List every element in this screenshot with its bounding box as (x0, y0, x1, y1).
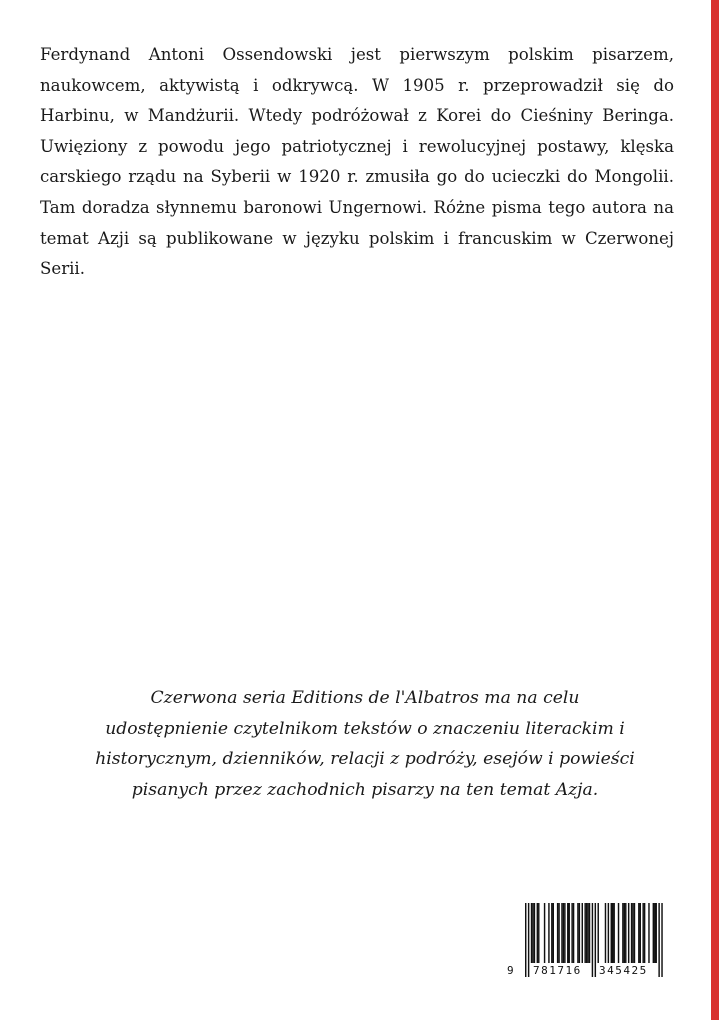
barcode-bar (605, 903, 606, 963)
barcode-bar (582, 903, 583, 963)
barcode-bar (561, 903, 562, 963)
barcode-bar (567, 903, 568, 963)
barcode (507, 895, 665, 982)
barcode-bar (577, 903, 578, 963)
barcode-bar (551, 903, 552, 963)
barcode-bar (528, 903, 529, 977)
red-edge-stripe (711, 0, 719, 1020)
barcode-bar (564, 903, 565, 963)
series-description: Czerwona seria Editions de l'Albatros ma na celu udostępnienie czytelnikom tekstów o znaczeniu literackim i historycznym, dzienników, relacji z podróży, esejów i powieści pisanych przez zachodnich pisarzy na ten temat Azja. (95, 688, 635, 800)
barcode-bar (642, 903, 643, 963)
barcode-bar (612, 903, 613, 963)
barcode-bar (563, 903, 564, 963)
barcode-bar (622, 903, 623, 963)
barcode-bar (653, 903, 654, 963)
barcode-bar (579, 903, 580, 963)
barcode-bar (611, 903, 612, 963)
barcode-bar (573, 903, 574, 963)
barcode-bar (589, 903, 590, 963)
barcode-bar (631, 903, 632, 963)
barcode-bar (613, 903, 614, 963)
barcode-bar (632, 903, 633, 963)
barcode-bar (598, 903, 599, 963)
barcode-bar (634, 903, 635, 963)
barcode-bar (569, 903, 570, 963)
barcode-first-digit: 9 (507, 964, 516, 977)
barcode-bar (586, 903, 587, 963)
barcode-bar (587, 903, 588, 963)
barcode-right-digits: 345425 (599, 964, 648, 977)
barcode-bar (544, 903, 545, 963)
barcode-bar (648, 903, 649, 963)
barcode-bar (525, 903, 526, 977)
barcode-bar (625, 903, 626, 963)
barcode-bar (537, 903, 538, 963)
barcode-bar (548, 903, 549, 963)
barcode-bar (654, 903, 655, 963)
barcode-bar (640, 903, 641, 963)
barcode-bar (592, 903, 593, 977)
barcode-bar (532, 903, 533, 963)
barcode-bar (558, 903, 559, 963)
barcode-bar (628, 903, 629, 963)
barcode-bar (644, 903, 645, 963)
barcode-bar (531, 903, 532, 963)
barcode-bar (553, 903, 554, 963)
barcode-bar (538, 903, 539, 963)
barcode-bar (638, 903, 639, 963)
barcode-bar (595, 903, 596, 977)
barcode-bar (534, 903, 535, 963)
barcode-bar (608, 903, 609, 963)
barcode-bar (658, 903, 659, 977)
barcode-bar (624, 903, 625, 963)
barcode-bar (661, 903, 662, 977)
author-bio: Ferdynand Antoni Ossendowski jest pierwszym polskim pisarzem, naukowcem, aktywistą i odkrywcą. W 1905 r. przeprowadził się do Harbinu, w Mandżurii. Wtedy podróżował z Korei do Cieśniny Beringa. Uwięziony z powodu jego patriotycznej i rewolucyjnej postawy, klęska carskiego rządu na Syberii w 1920 r. zmusiła go do ucieczki do Mongolii. Tam doradza słynnemu baronowi Ungernowi. Różne pisma tego autora na temat Azji są publikowane w języku polskim i francuskim w Czerwonej Serii. (40, 45, 674, 279)
barcode-bar (656, 903, 657, 963)
barcode-bar (571, 903, 572, 963)
barcode-left-digits: 781716 (533, 964, 582, 977)
barcode-bar (557, 903, 558, 963)
barcode-bar (584, 903, 585, 963)
barcode-bar (618, 903, 619, 963)
